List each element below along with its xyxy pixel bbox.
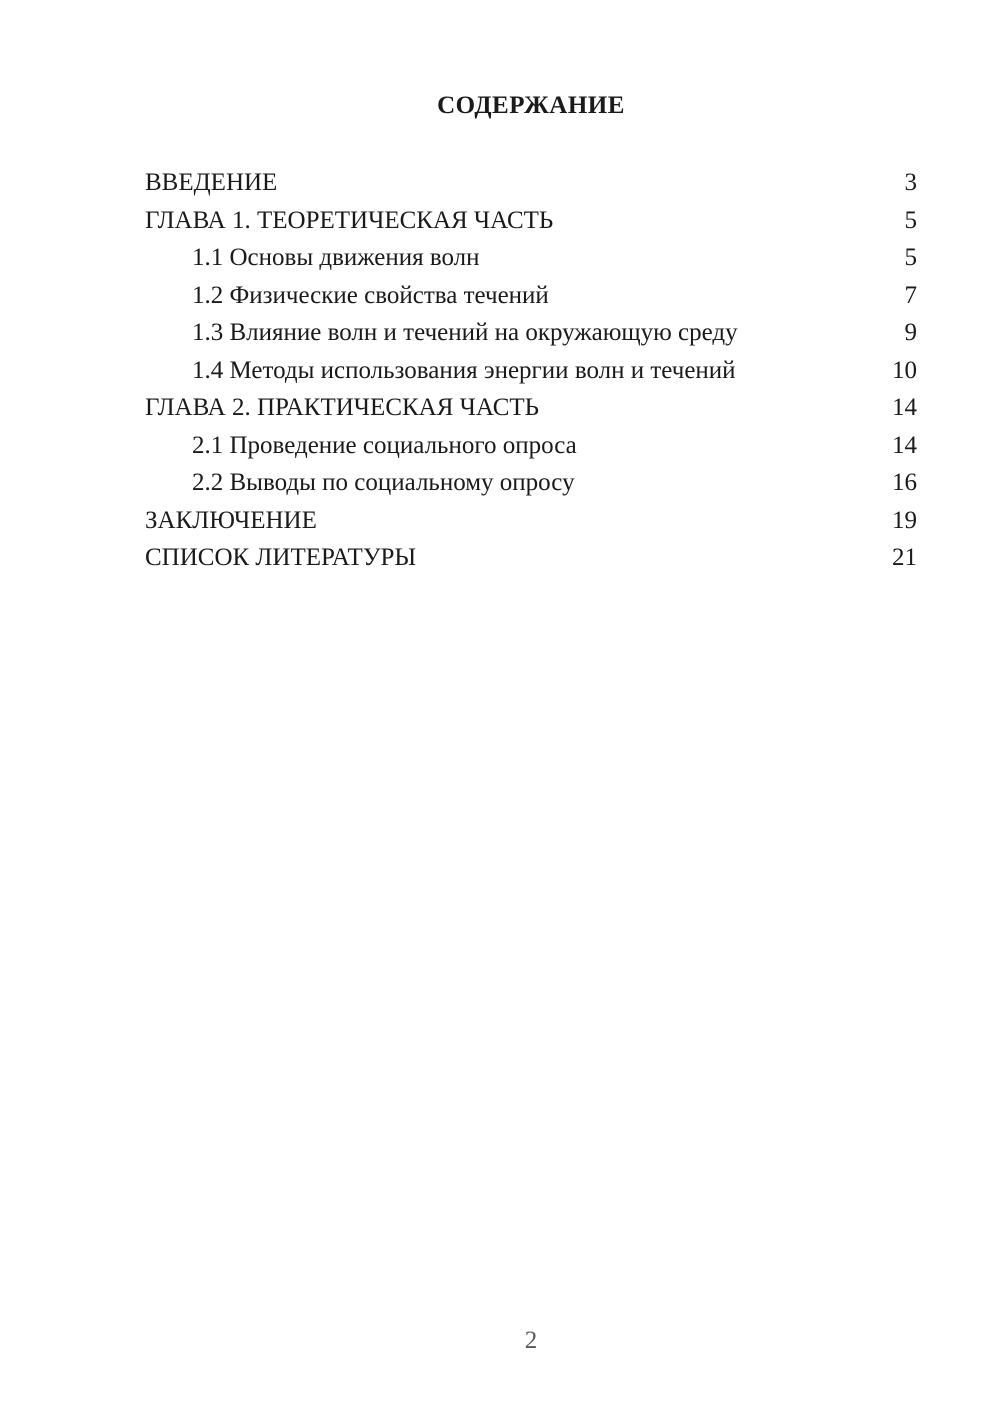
toc-entry-label: ВВЕДЕНИЕ <box>145 169 278 196</box>
toc-entry-page-number: 10 <box>892 356 917 384</box>
toc-entry <box>145 277 917 315</box>
toc-entry <box>145 539 917 577</box>
page-title: СОДЕРЖАНИЕ <box>437 92 625 119</box>
toc-entry-label: ГЛАВА 2. ПРАКТИЧЕСКАЯ ЧАСТЬ <box>145 394 540 421</box>
toc-entry-page-number: 7 <box>904 281 917 309</box>
toc-entry-label: 1.2 Физические свойства течений <box>192 281 549 309</box>
toc-entry-page-number: 19 <box>892 506 917 534</box>
toc-entry-page-number: 5 <box>904 244 917 271</box>
toc-entry-label: 2.1 Проведение социального опроса <box>192 431 577 459</box>
toc-entry <box>145 314 917 352</box>
toc-entry-label: 1.3 Влияние волн и течений на окружающую среду <box>192 319 738 346</box>
toc-entry <box>145 352 917 390</box>
footer-page-number: 2 <box>524 1327 538 1354</box>
toc-entry-page-number: 3 <box>904 169 917 196</box>
toc-entry-page-number: 21 <box>892 544 917 571</box>
toc-entry-label: СПИСОК ЛИТЕРАТУРЫ <box>145 544 417 571</box>
toc-entry-page-number: 9 <box>904 319 917 346</box>
toc-entry-label: 1.4 Методы использования энергии волн и течений <box>192 356 736 384</box>
toc-entry-page-number: 14 <box>892 394 917 421</box>
toc-entry <box>145 239 917 277</box>
toc-entry-label: ГЛАВА 1. ТЕОРЕТИЧЕСКАЯ ЧАСТЬ <box>145 206 554 234</box>
toc-entry <box>145 427 917 465</box>
toc-entry-label: 1.1 Основы движения волн <box>192 244 480 271</box>
toc-entry <box>145 164 917 202</box>
toc-entry-page-number: 16 <box>892 469 917 496</box>
toc-entry <box>145 464 917 502</box>
toc-entry-page-number: 5 <box>904 206 917 234</box>
toc-entry <box>145 202 917 240</box>
table-of-contents <box>145 164 917 577</box>
toc-entry-label: ЗАКЛЮЧЕНИЕ <box>145 506 317 534</box>
toc-entry-page-number: 14 <box>892 431 917 459</box>
toc-entry <box>145 502 917 540</box>
toc-entry-label: 2.2 Выводы по социальному опросу <box>192 469 575 496</box>
toc-entry <box>145 389 917 427</box>
